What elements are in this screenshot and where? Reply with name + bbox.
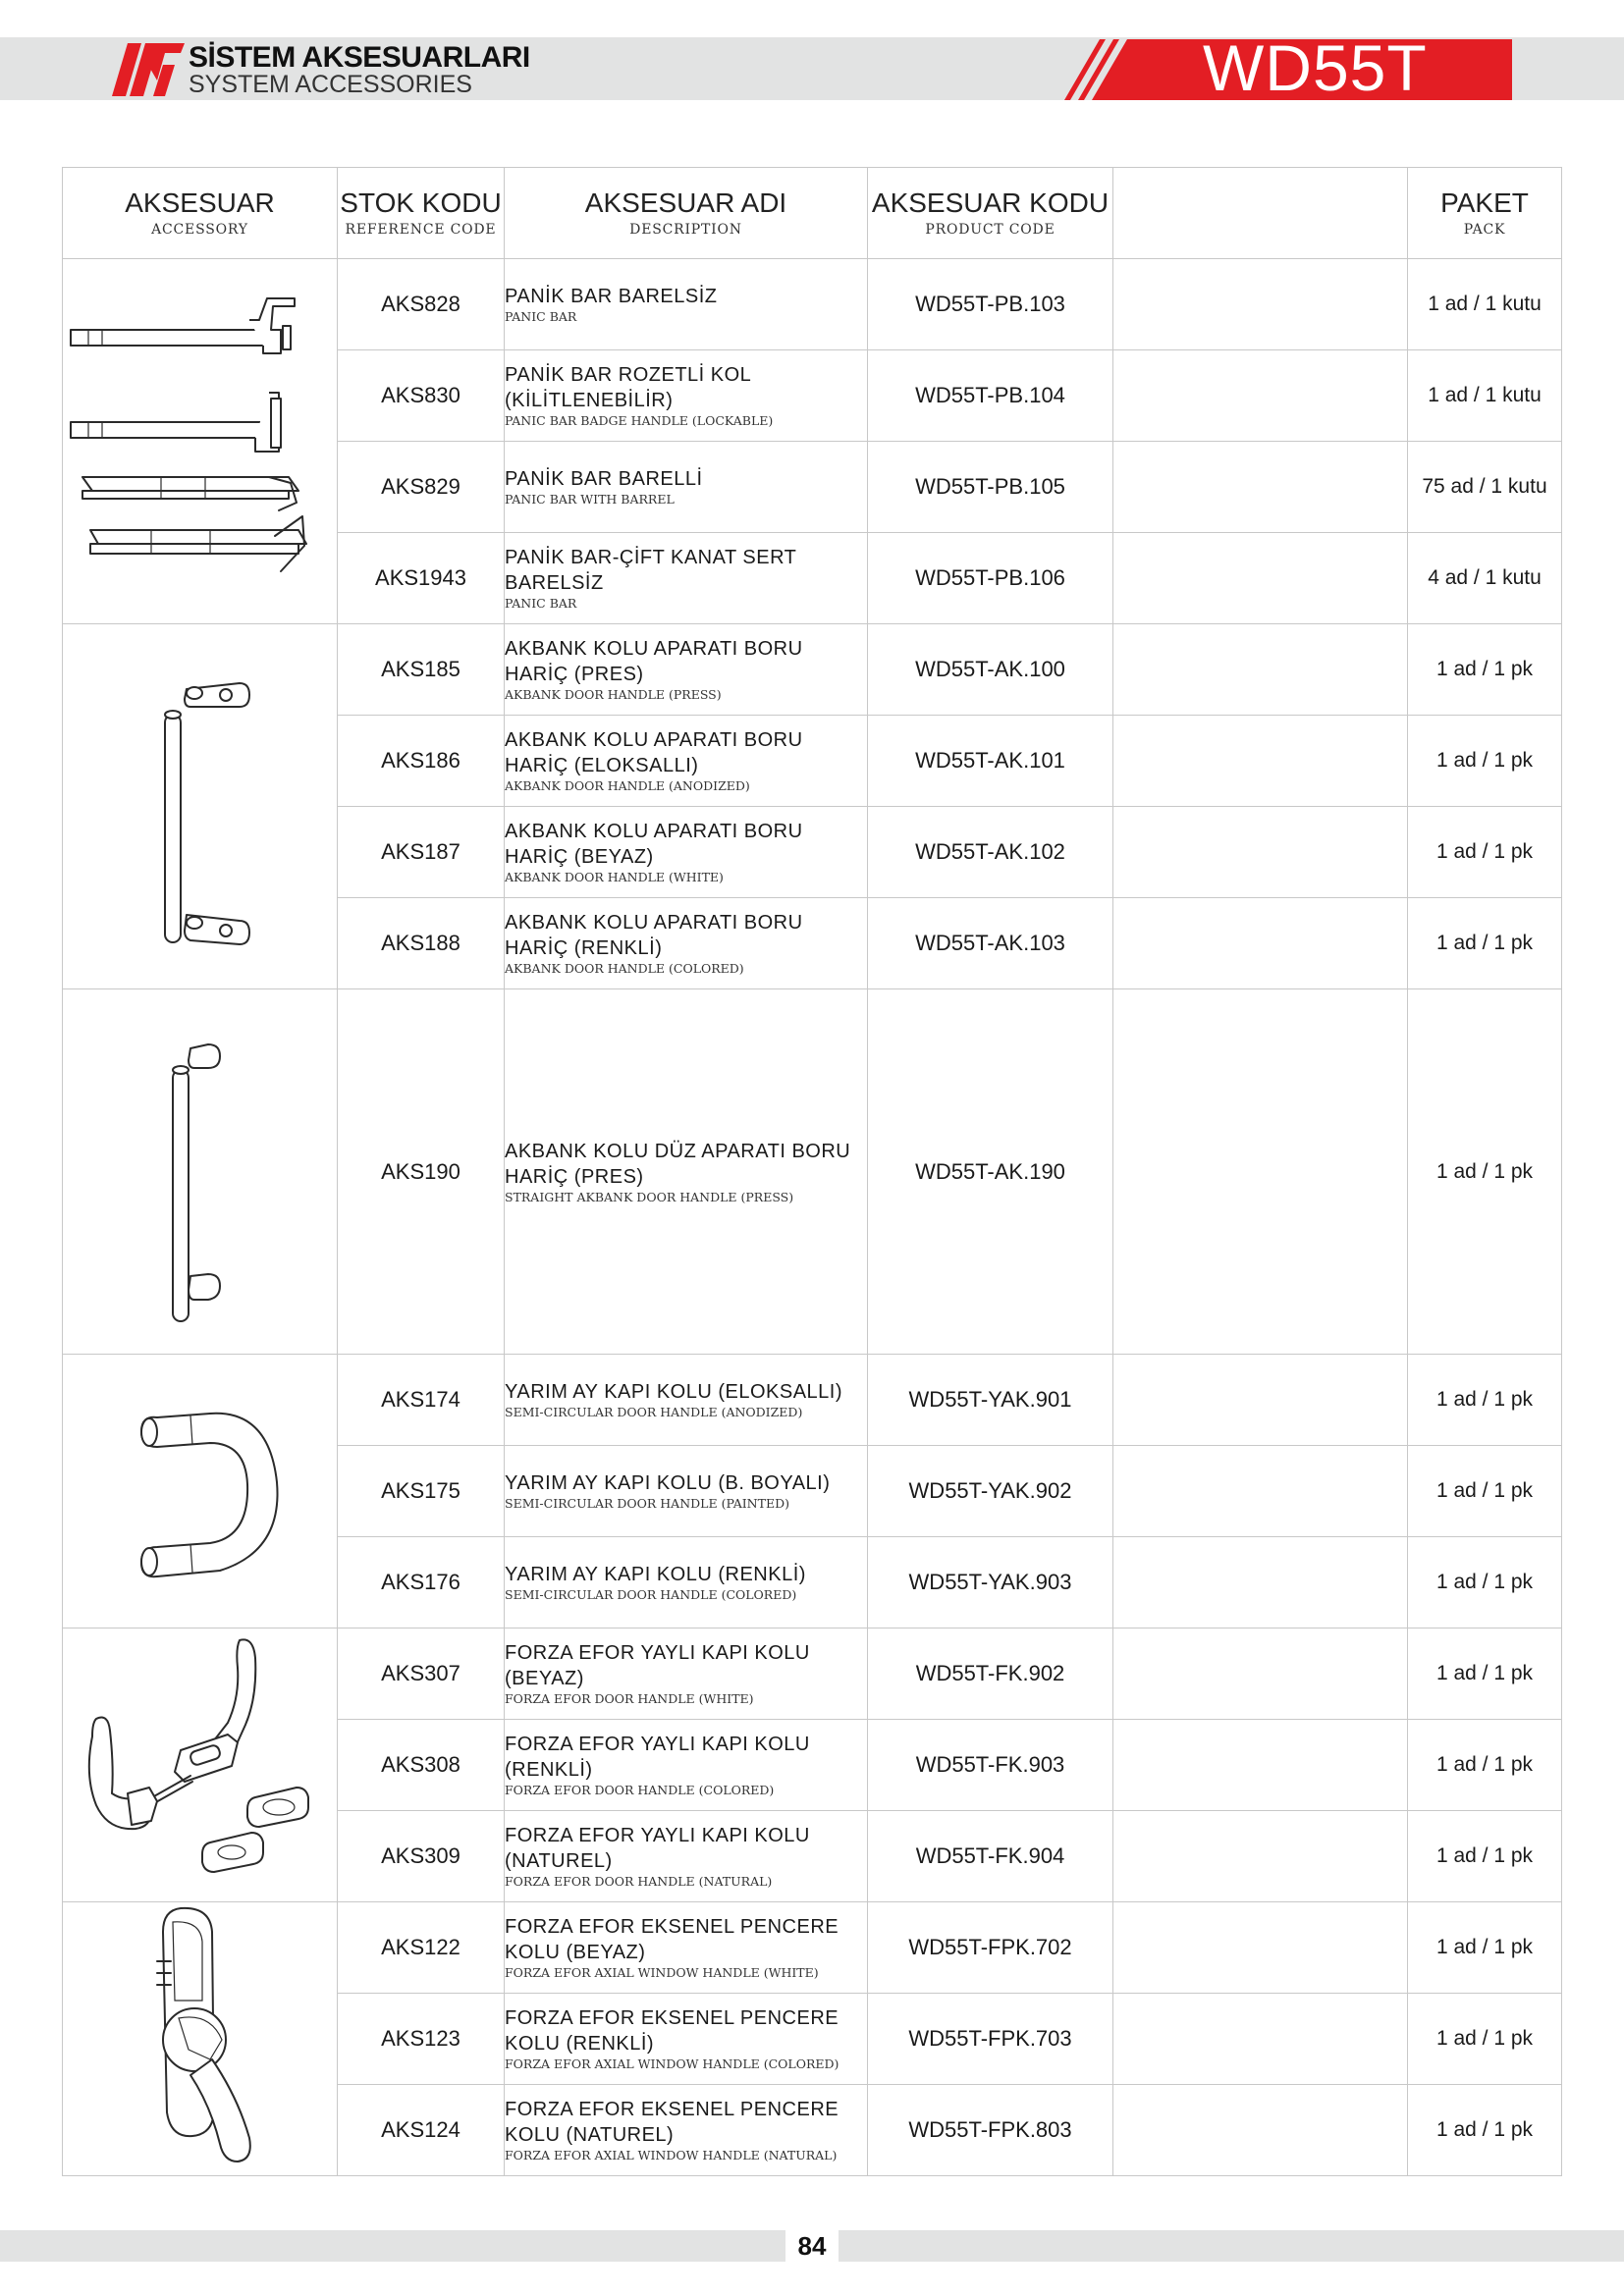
product-code: WD55T-FK.902: [868, 1629, 1113, 1720]
semi-circular-handle-icon: [63, 1355, 338, 1629]
blank-cell: [1113, 442, 1408, 533]
pack: 4 ad / 1 kutu: [1408, 533, 1562, 624]
pack: 1 ad / 1 pk: [1408, 1537, 1562, 1629]
blank-cell: [1113, 259, 1408, 350]
stock-code: AKS174: [338, 1355, 505, 1446]
description: AKBANK KOLU APARATI BORU HARİÇ (BEYAZ) AKBANK DOOR HANDLE (WHITE): [505, 807, 868, 898]
blank-cell: [1113, 1811, 1408, 1902]
description: PANİK BAR BARELSİZ PANIC BAR: [505, 259, 868, 350]
stock-code: AKS176: [338, 1537, 505, 1629]
forza-door-handle-icon: [63, 1629, 338, 1902]
table-row: [63, 989, 1562, 1355]
panic-bar-image-cell: [63, 259, 338, 624]
table-header-row: [63, 168, 1562, 259]
page-number: 84: [797, 2231, 827, 2261]
blank-cell: [1113, 350, 1408, 442]
blank-cell: [1113, 1629, 1408, 1720]
description: AKBANK KOLU APARATI BORU HARİÇ (ELOKSALLI) AKBANK DOOR HANDLE (ANODIZED): [505, 716, 868, 807]
axial-window-handle-image-cell: [63, 1902, 338, 2176]
blank-cell: [1113, 1537, 1408, 1629]
pack: 1 ad / 1 pk: [1408, 2085, 1562, 2176]
blank-cell: [1113, 1720, 1408, 1811]
table-row: [63, 1629, 1562, 1720]
blank-cell: [1113, 1446, 1408, 1537]
stock-code: AKS188: [338, 898, 505, 989]
blank-cell: [1113, 807, 1408, 898]
pack: 1 ad / 1 kutu: [1408, 350, 1562, 442]
product-code: WD55T-FPK.803: [868, 2085, 1113, 2176]
stock-code: AKS186: [338, 716, 505, 807]
table-row: [63, 1355, 1562, 1446]
product-code: WD55T-AK.103: [868, 898, 1113, 989]
pack: 1 ad / 1 pk: [1408, 716, 1562, 807]
description: AKBANK KOLU DÜZ APARATI BORU HARİÇ (PRES) STRAIGHT AKBANK DOOR HANDLE (PRESS): [505, 989, 868, 1355]
col-accessory-name: AKSESUAR ADI DESCRIPTION: [505, 168, 868, 259]
product-code: WD55T-YAK.902: [868, 1446, 1113, 1537]
stock-code: AKS190: [338, 989, 505, 1355]
pack: 1 ad / 1 pk: [1408, 807, 1562, 898]
straight-akbank-handle-icon: [63, 989, 338, 1355]
product-code: WD55T-AK.102: [868, 807, 1113, 898]
description: YARIM AY KAPI KOLU (B. BOYALI) SEMI-CIRCULAR DOOR HANDLE (PAINTED): [505, 1446, 868, 1537]
description: FORZA EFOR EKSENEL PENCERE KOLU (BEYAZ) FORZA EFOR AXIAL WINDOW HANDLE (WHITE): [505, 1902, 868, 1994]
accessory-table: [62, 167, 1562, 2176]
brand-title: SİSTEM AKSESUARLARI: [189, 41, 530, 74]
pack: 75 ad / 1 kutu: [1408, 442, 1562, 533]
stock-code: AKS185: [338, 624, 505, 716]
table-row: [63, 624, 1562, 716]
stock-code: AKS308: [338, 1720, 505, 1811]
blank-cell: [1113, 1355, 1408, 1446]
pack: 1 ad / 1 pk: [1408, 1994, 1562, 2085]
stock-code: AKS122: [338, 1902, 505, 1994]
stock-code: AKS829: [338, 442, 505, 533]
col-accessory: AKSESUAR ACCESSORY: [63, 168, 338, 259]
stock-code: AKS187: [338, 807, 505, 898]
akbank-handle-image-cell: [63, 624, 338, 989]
description: YARIM AY KAPI KOLU (ELOKSALLI) SEMI-CIRCULAR DOOR HANDLE (ANODIZED): [505, 1355, 868, 1446]
description: FORZA EFOR EKSENEL PENCERE KOLU (NATUREL) FORZA EFOR AXIAL WINDOW HANDLE (NATURAL): [505, 2085, 868, 2176]
description: FORZA EFOR YAYLI KAPI KOLU (BEYAZ) FORZA EFOR DOOR HANDLE (WHITE): [505, 1629, 868, 1720]
brand-subtitle: SYSTEM ACCESSORIES: [189, 71, 472, 98]
stock-code: AKS1943: [338, 533, 505, 624]
akbank-handle-icon: [63, 624, 338, 989]
model-code: WD55T: [1203, 31, 1428, 104]
pack: 1 ad / 1 pk: [1408, 898, 1562, 989]
product-code: WD55T-FK.903: [868, 1720, 1113, 1811]
product-code: WD55T-YAK.901: [868, 1355, 1113, 1446]
axial-window-handle-icon: [63, 1902, 338, 2176]
forza-door-handle-image-cell: [63, 1629, 338, 1902]
stock-code: AKS830: [338, 350, 505, 442]
stock-code: AKS124: [338, 2085, 505, 2176]
blank-cell: [1113, 533, 1408, 624]
blank-cell: [1113, 1902, 1408, 1994]
stock-code: AKS309: [338, 1811, 505, 1902]
product-code: WD55T-PB.105: [868, 442, 1113, 533]
pack: 1 ad / 1 pk: [1408, 1902, 1562, 1994]
product-code: WD55T-PB.104: [868, 350, 1113, 442]
straight-akbank-handle-image-cell: [63, 989, 338, 1355]
asas-logo-icon: [110, 39, 189, 98]
pack: 1 ad / 1 pk: [1408, 1720, 1562, 1811]
col-product-code: AKSESUAR KODU PRODUCT CODE: [868, 168, 1113, 259]
pack: 1 ad / 1 pk: [1408, 624, 1562, 716]
stock-code: AKS828: [338, 259, 505, 350]
pack: 1 ad / 1 pk: [1408, 1629, 1562, 1720]
col-blank: [1113, 168, 1408, 259]
description: FORZA EFOR EKSENEL PENCERE KOLU (RENKLİ) FORZA EFOR AXIAL WINDOW HANDLE (COLORED): [505, 1994, 868, 2085]
description: AKBANK KOLU APARATI BORU HARİÇ (PRES) AKBANK DOOR HANDLE (PRESS): [505, 624, 868, 716]
description: FORZA EFOR YAYLI KAPI KOLU (RENKLİ) FORZA EFOR DOOR HANDLE (COLORED): [505, 1720, 868, 1811]
pack: 1 ad / 1 pk: [1408, 989, 1562, 1355]
product-code: WD55T-FPK.702: [868, 1902, 1113, 1994]
table-row: [63, 259, 1562, 350]
description: PANİK BAR-ÇİFT KANAT SERT BARELSİZ PANIC BAR: [505, 533, 868, 624]
col-pack: PAKET PACK: [1408, 168, 1562, 259]
product-code: WD55T-FK.904: [868, 1811, 1113, 1902]
panic-bar-icon: [63, 259, 338, 624]
blank-cell: [1113, 716, 1408, 807]
blank-cell: [1113, 989, 1408, 1355]
product-code: WD55T-AK.100: [868, 624, 1113, 716]
description: PANİK BAR BARELLİ PANIC BAR WITH BARREL: [505, 442, 868, 533]
col-stock-code: STOK KODU REFERENCE CODE: [338, 168, 505, 259]
product-code: WD55T-PB.103: [868, 259, 1113, 350]
semi-circular-handle-image-cell: [63, 1355, 338, 1629]
description: PANİK BAR ROZETLİ KOL (KİLİTLENEBİLİR) PANIC BAR BADGE HANDLE (LOCKABLE): [505, 350, 868, 442]
product-code: WD55T-PB.106: [868, 533, 1113, 624]
product-code: WD55T-FPK.703: [868, 1994, 1113, 2085]
stock-code: AKS307: [338, 1629, 505, 1720]
blank-cell: [1113, 898, 1408, 989]
product-code: WD55T-AK.101: [868, 716, 1113, 807]
stock-code: AKS175: [338, 1446, 505, 1537]
description: AKBANK KOLU APARATI BORU HARİÇ (RENKLİ) AKBANK DOOR HANDLE (COLORED): [505, 898, 868, 989]
stock-code: AKS123: [338, 1994, 505, 2085]
blank-cell: [1113, 1994, 1408, 2085]
product-code: WD55T-YAK.903: [868, 1537, 1113, 1629]
table-row: [63, 1902, 1562, 1994]
description: YARIM AY KAPI KOLU (RENKLİ) SEMI-CIRCULAR DOOR HANDLE (COLORED): [505, 1537, 868, 1629]
product-code: WD55T-AK.190: [868, 989, 1113, 1355]
pack: 1 ad / 1 pk: [1408, 1811, 1562, 1902]
pack: 1 ad / 1 pk: [1408, 1355, 1562, 1446]
pack: 1 ad / 1 kutu: [1408, 259, 1562, 350]
blank-cell: [1113, 2085, 1408, 2176]
description: FORZA EFOR YAYLI KAPI KOLU (NATUREL) FORZA EFOR DOOR HANDLE (NATURAL): [505, 1811, 868, 1902]
pack: 1 ad / 1 pk: [1408, 1446, 1562, 1537]
blank-cell: [1113, 624, 1408, 716]
